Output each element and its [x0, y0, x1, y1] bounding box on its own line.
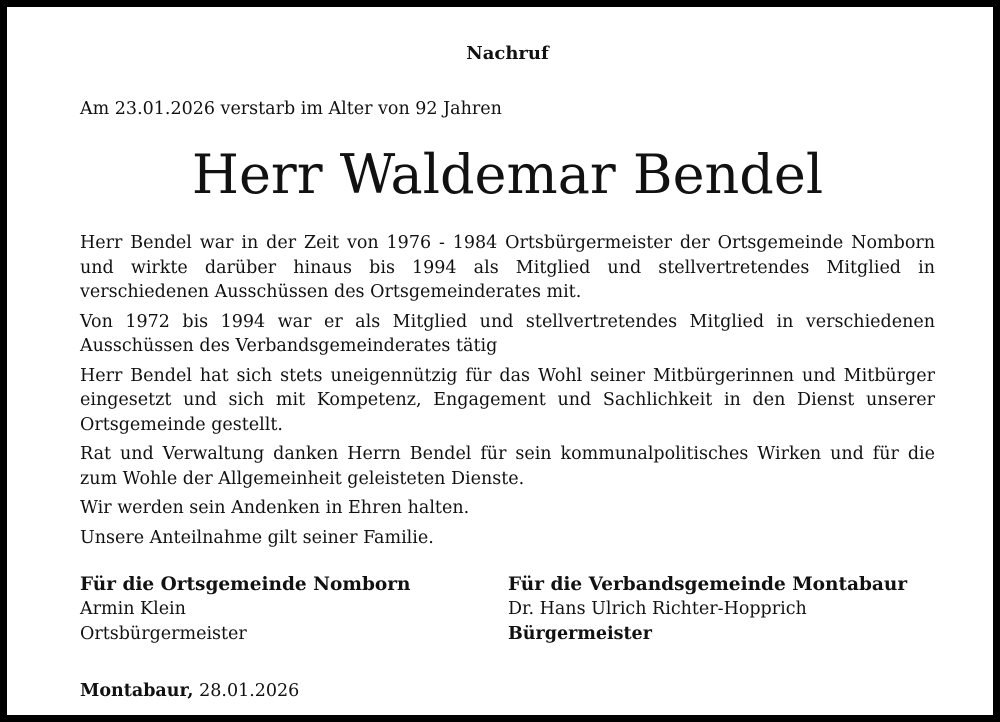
place-name: Montabaur,: [80, 681, 194, 701]
paragraph: Wir werden sein Andenken in Ehren halten.: [80, 498, 470, 518]
death-intro: Am 23.01.2026 verstarb im Alter von 92 Jahren: [80, 99, 502, 119]
signature-person: Armin Klein: [80, 599, 186, 619]
paragraph: Von 1972 bis 1994 war er als Mitglied und stellvertretendes Mitglied in verschiedenen Ausschüssen des Verbandsgemeinderates tätig: [80, 311, 935, 356]
notice-body: [80, 231, 935, 555]
paragraph: Herr Bendel war in der Zeit von 1976 - 1984 Ortsbürgermeister der Ortsgemeinde Nomborn und wirkte darüber hinaus bis 1994 als Mitglied und stellvertretendes Mitglied in verschiedenen Ausschüssen des Ortsgemeinderates mit.: [80, 233, 935, 302]
signature-title: Ortsbürgermeister: [80, 624, 247, 644]
signature-org: Für die Verbandsgemeinde Montabaur: [508, 574, 908, 595]
notice-date: 28.01.2026: [199, 681, 300, 701]
paragraph: Herr Bendel hat sich stets uneigennützig für das Wohl seiner Mitbürgerinnen und Mitbürger eingesetzt und sich mit Kompetenz, Engagement und Sachlichkeit in den Dienst unserer Ortsgemeinde gestellt.: [80, 365, 935, 435]
notice-heading: Nachruf: [466, 43, 549, 64]
signature-title: Bürgermeister: [508, 624, 652, 644]
signature-person: Dr. Hans Ulrich Richter-Hopprich: [508, 599, 807, 619]
place-date: [80, 679, 299, 703]
deceased-name: Herr Waldemar Bendel: [191, 143, 824, 206]
signature-ortsgemeinde: [80, 572, 500, 647]
signature-org: Für die Ortsgemeinde Nomborn: [80, 574, 411, 595]
paragraph: Rat und Verwaltung danken Herrn Bendel für sein kommunalpolitisches Wirken und für die zum Wohle der Allgemeinheit geleisteten Dienste.: [80, 444, 935, 489]
paragraph: Unsere Anteilnahme gilt seiner Familie.: [80, 527, 434, 548]
signature-verbandsgemeinde: [508, 572, 935, 647]
